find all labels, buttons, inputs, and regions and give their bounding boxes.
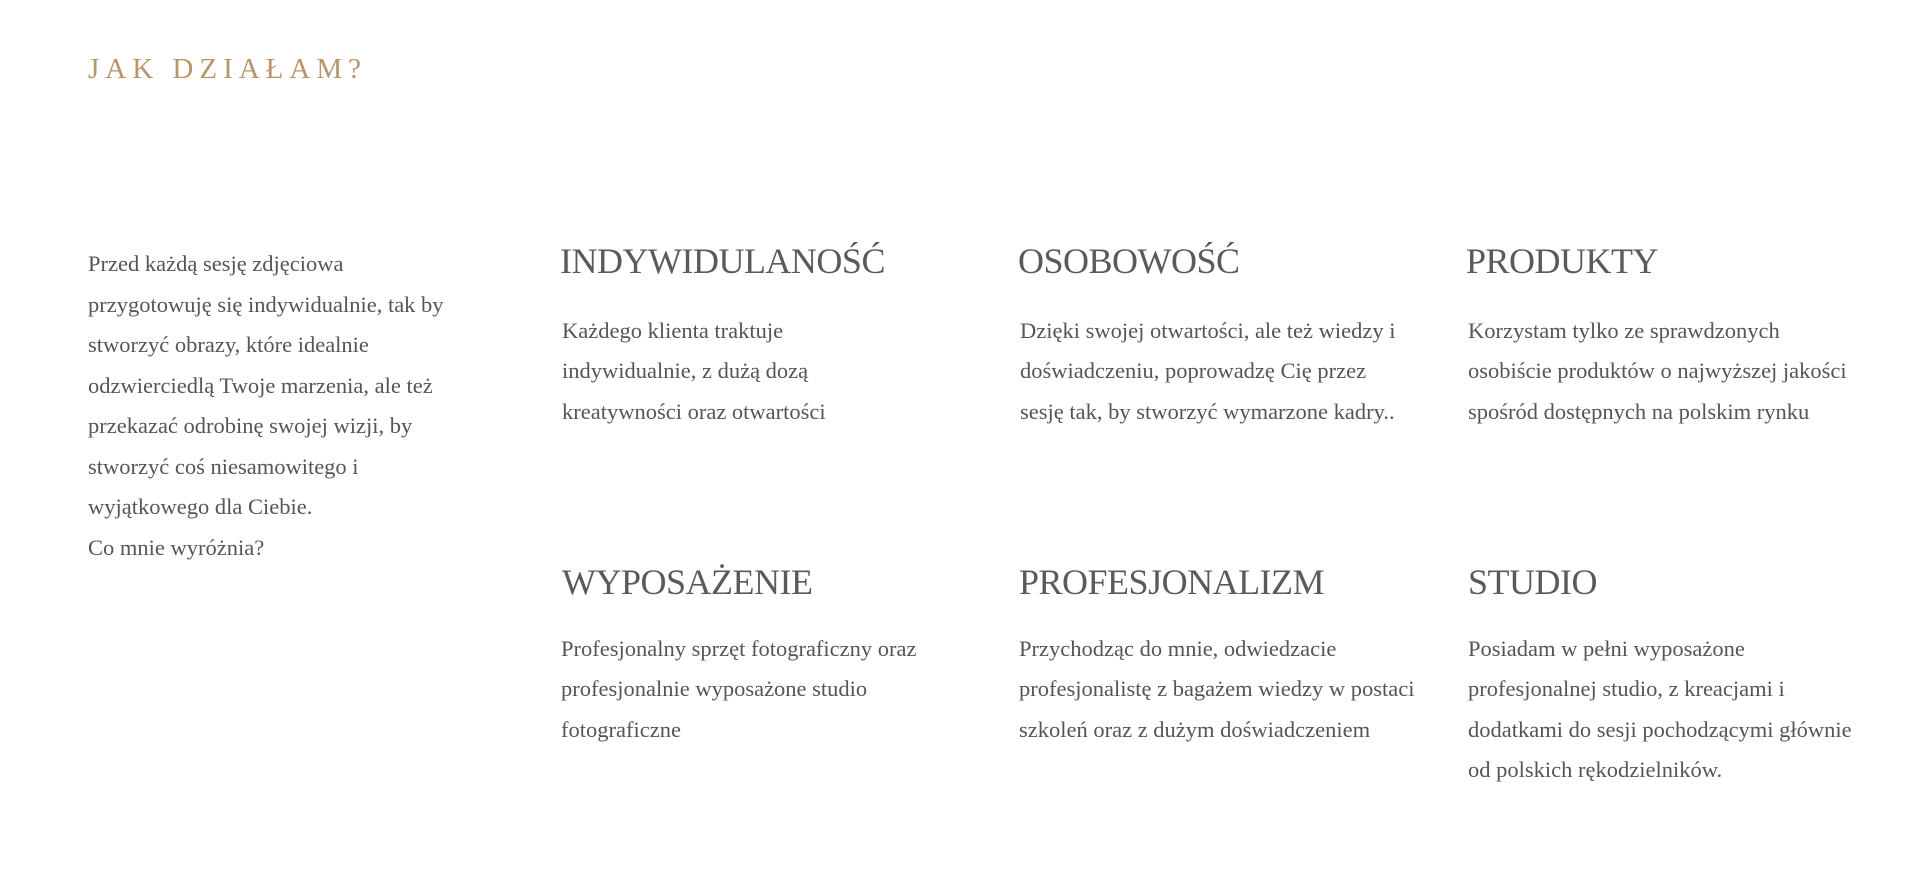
- feature-title: INDYWIDULANOŚĆ: [560, 241, 885, 281]
- feature-products: [1466, 242, 1856, 432]
- intro-paragraph: Przed każdą sesję zdjęciowa przygotowuję się indywidualnie, tak by stworzyć obrazy, które idealnie odzwierciedlą Twoje marzenia, ale też przekazać odrobinę swojej wizji, by stworzyć coś niesamowitego i wyjątkowego dla Ciebie.: [88, 251, 444, 519]
- feature-studio: [1468, 563, 1858, 791]
- intro-question: Co mnie wyróżnia?: [88, 534, 265, 560]
- feature-description: Posiadam w pełni wyposażone profesjonalnej studio, z kreacjami i dodatkami do sesji pochodzącymi głównie od polskich rękodzielników.: [1468, 635, 1852, 783]
- feature-equipment: [562, 563, 952, 750]
- feature-professionalism: [1019, 562, 1415, 750]
- feature-description: Korzystam tylko ze sprawdzonych osobiście produktów o najwyższej jakości spośród dostępnych na polskim rynku: [1468, 317, 1847, 424]
- feature-title: PRODUKTY: [1466, 241, 1659, 281]
- feature-title: STUDIO: [1468, 562, 1597, 602]
- feature-title: WYPOSAŻENIE: [562, 562, 813, 602]
- section-title: JAK DZIAŁAM?: [88, 53, 367, 85]
- intro-text-block: [88, 244, 468, 568]
- feature-title: PROFESJONALIZM: [1019, 562, 1325, 602]
- feature-description: Dzięki swojej otwartości, ale też wiedzy i doświadczeniu, poprowadzę Cię przez sesję tak, by stworzyć wymarzone kadry..: [1020, 317, 1396, 424]
- feature-personality: [1018, 242, 1408, 432]
- feature-title: OSOBOWOŚĆ: [1018, 241, 1240, 281]
- feature-description: Każdego klienta traktuje indywidualnie, z dużą dozą kreatywności oraz otwartości: [562, 317, 826, 424]
- feature-individuality: [560, 242, 950, 432]
- feature-description: Przychodząc do mnie, odwiedzacie profesjonalistę z bagażem wiedzy w postaci szkoleń oraz z dużym doświadczeniem: [1019, 635, 1415, 742]
- feature-description: Profesjonalny sprzęt fotograficzny oraz profesjonalnie wyposażone studio fotograficzne: [561, 635, 917, 742]
